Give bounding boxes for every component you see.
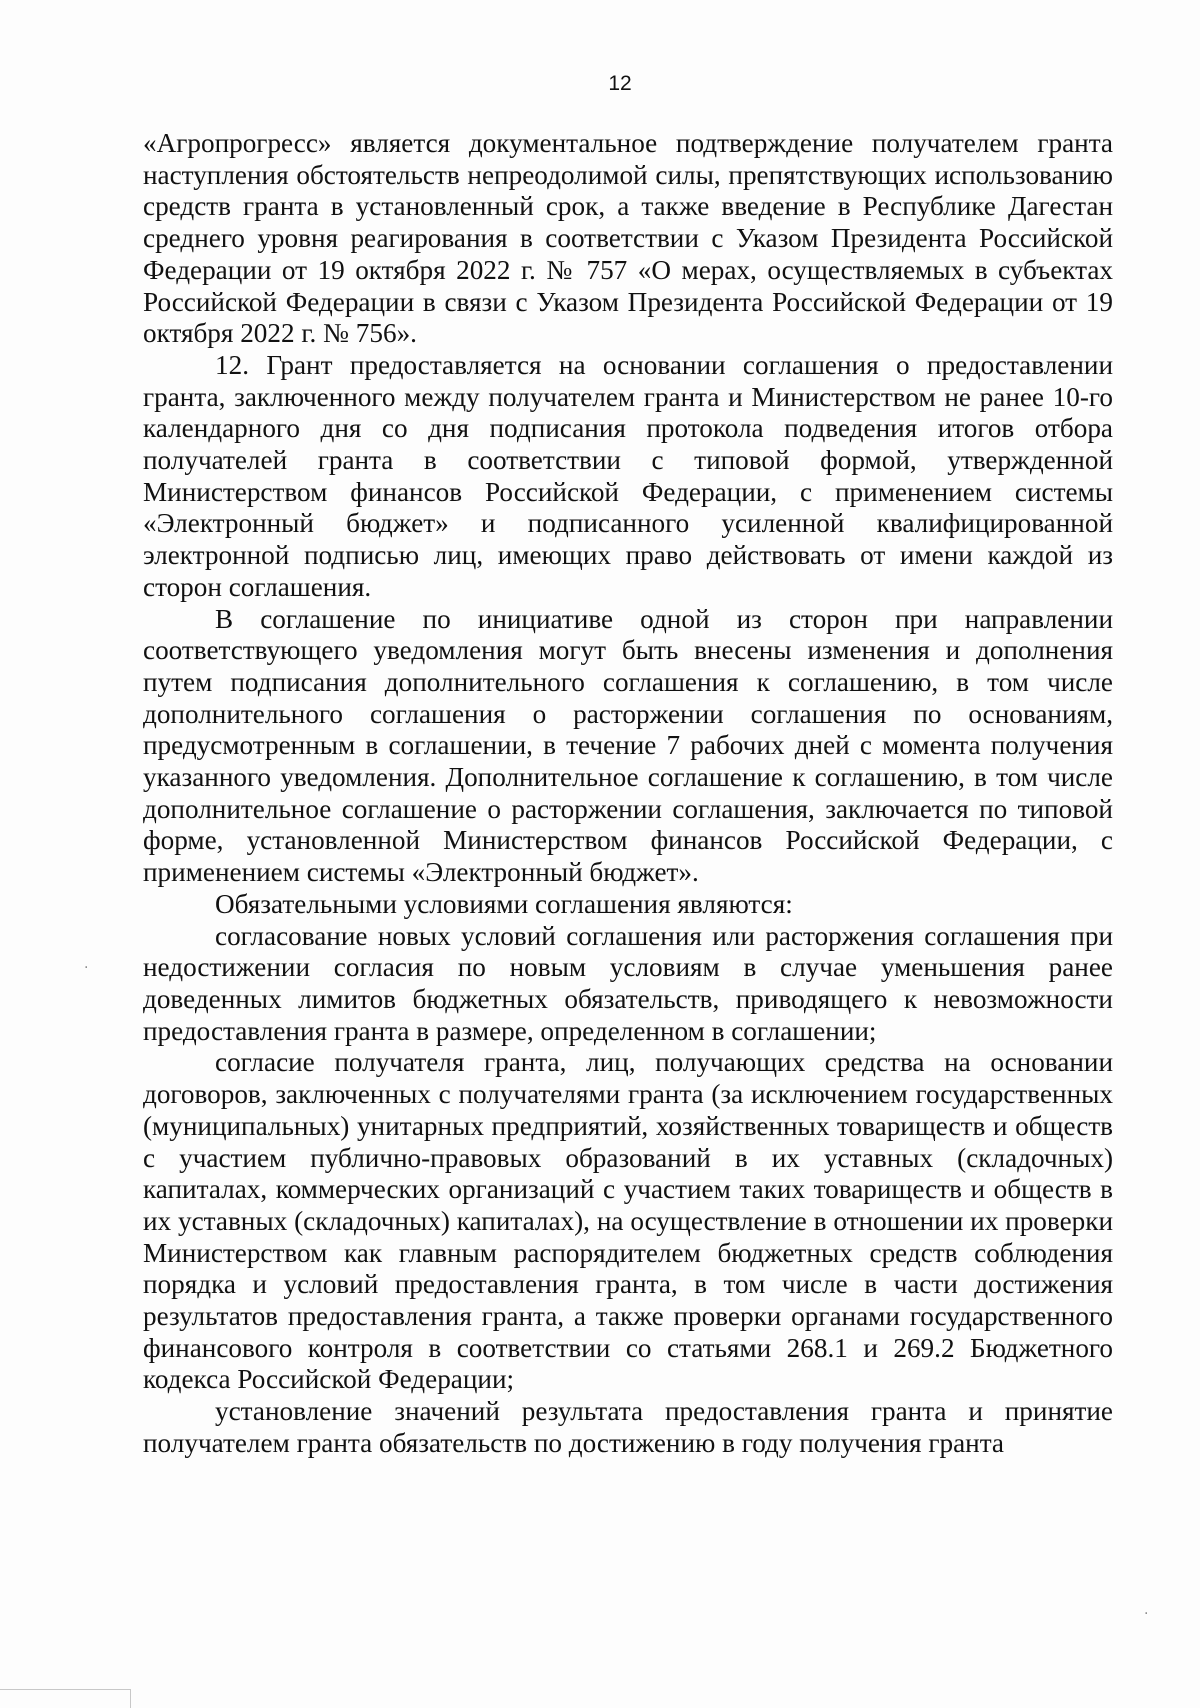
page-number: 12 — [608, 72, 632, 95]
document-body — [143, 128, 1113, 1460]
margin-tick-right: · — [1144, 1606, 1149, 1622]
scan-edge-mark — [0, 1689, 131, 1708]
paragraph-item-12: 12. Грант предоставляется на основании соглашения о предоставлении гранта, заключенного между получателем гранта и Министерством не ранее 10-го календарного дня со дня подписания протокола подведения итогов отбора получателей гранта в соответствии с типовой формой, утвержденной Министерством финансов Российской Федерации, с применением системы «Электронный бюджет» и подписанного усиленной квалифицированной электронной подписью лиц, имеющих право действовать от имени каждой из сторон соглашения. — [143, 349, 1113, 602]
paragraph-continuation: «Агропрогресс» является документальное подтверждение получателем гранта наступления обстоятельств непреодолимой силы, препятствующих использованию средств гранта в установленный срок, а также введение в Республике Дагестан среднего уровня реагирования в соответствии с Указом Президента Российской Федерации от 19 октября 2022 г. № 757 «О мерах, осуществляемых в субъектах Российской Федерации в связи с Указом Президента Российской Федерации от 19 октября 2022 г. № 756». — [143, 128, 1113, 349]
paragraph-mandatory-conditions-heading: Обязательными условиями соглашения являются: — [215, 888, 793, 919]
margin-tick-left: · — [84, 960, 89, 976]
paragraph-amendments: В соглашение по инициативе одной из сторон при направлении соответствующего уведомления могут быть внесены изменения и дополнения путем подписания дополнительного соглашения к соглашению, в том числе дополнительного соглашения о расторжении соглашения по основаниям, предусмотренным в соглашении, в течение 7 рабочих дней с момента получения указанного уведомления. Дополнительное соглашение к соглашению, в том числе дополнительное соглашение о расторжении соглашения, заключается по типовой форме, установленной Министерством финансов Российской Федерации, с применением системы «Электронный бюджет». — [143, 603, 1113, 888]
paragraph-condition-consent-checks: согласие получателя гранта, лиц, получающих средства на основании договоров, заключенных с получателями гранта (за исключением государственных (муниципальных) унитарных предприятий, хозяйственных товариществ и обществ с участием публично-правовых образований в их уставных (складочных) капиталах, коммерческих организаций с участием таких товариществ и обществ в их уставных (складочных) капиталах), на осуществление в отношении их проверки Министерством как главным распорядителем бюджетных средств соблюдения порядка и условий предоставления гранта, в том числе в части достижения результатов предоставления гранта, а также проверки органами государственного финансового контроля в соответствии со статьями 268.1 и 269.2 Бюджетного кодекса Российской Федерации; — [143, 1047, 1113, 1395]
paragraph-condition-new-terms: согласование новых условий соглашения или расторжения соглашения при недостижении согласия по новым условиям в случае уменьшения ранее доведенных лимитов бюджетных обязательств, приводящего к невозможности предоставления гранта в размере, определенном в соглашении; — [143, 920, 1113, 1046]
paragraph-condition-results: установление значений результата предоставления гранта и принятие получателем гранта обязательств по достижению в году получения гранта — [143, 1396, 1113, 1458]
